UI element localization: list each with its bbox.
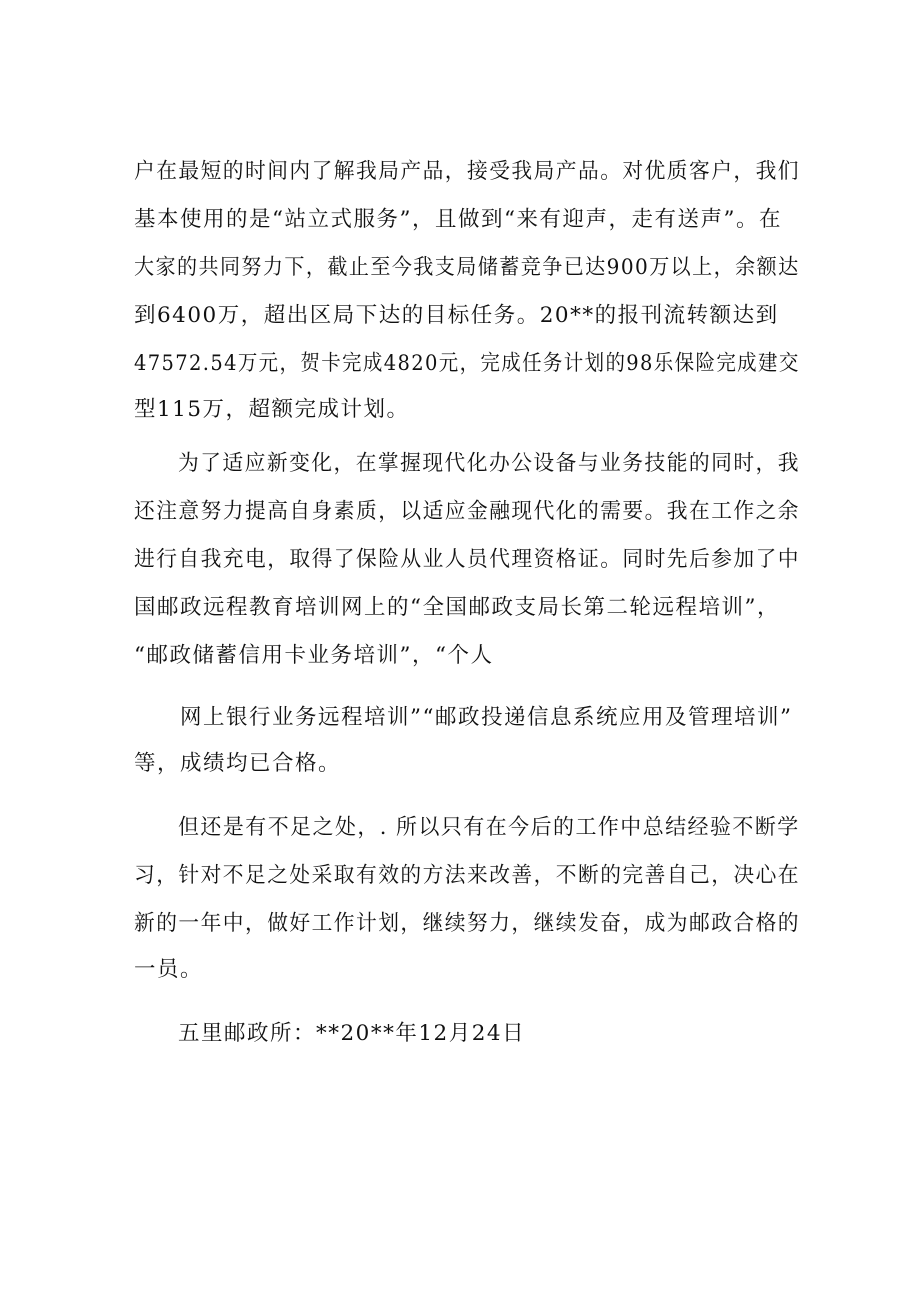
paragraph-1-line-2: 基本使用的是“站立式服务”，且做到“来有迎声，走有送声”。在	[134, 207, 782, 232]
paragraph-2-line-3: 进行自我充电，取得了保险从业人员代理资格证。同时先后参加了中	[134, 547, 801, 572]
paragraph-1-line-4: 到6400万，超出区局下达的目标任务。20**的报刊流转额达到	[134, 303, 779, 328]
paragraph-2-line-1: 为了适应新变化，在掌握现代化办公设备与业务技能的同时，我	[178, 451, 800, 476]
paragraph-1-line-5: 47572.54万元，贺卡完成4820元，完成任务计划的98乐保险完成建交	[134, 351, 800, 376]
signature-line: 五里邮政所：**20**年12月24日	[178, 1021, 526, 1046]
paragraph-4-line-4: 一员。	[134, 957, 204, 982]
paragraph-2-line-2: 还注意努力提高自身素质，以适应金融现代化的需要。我在工作之余	[134, 499, 801, 524]
paragraph-2-line-4: 国邮政远程教育培训网上的“全国邮政支局长第二轮远程培训”，	[134, 595, 780, 620]
paragraph-2-line-5: “邮政储蓄信用卡业务培训”，“个人	[134, 643, 494, 668]
paragraph-4-line-3: 新的一年中，做好工作计划，继续努力，继续发奋，成为邮政合格的	[134, 911, 801, 936]
paragraph-4-line-2: 习，针对不足之处采取有效的方法来改善，不断的完善自己，决心在	[134, 863, 801, 888]
paragraph-1-line-6: 型115万，超额完成计划。	[134, 397, 410, 422]
paragraph-4-line-1: 但还是有不足之处，. 所以只有在今后的工作中总结经验不断学	[178, 815, 800, 840]
paragraph-3-line-1: 网上银行业务远程培训”“邮政投递信息系统应用及管理培训”	[180, 705, 793, 730]
paragraph-1-line-3: 大家的共同努力下，截止至今我支局储蓄竞争已达900万以上，余额达	[134, 255, 800, 280]
paragraph-1-line-1: 户在最短的时间内了解我局产品，接受我局产品。对优质客户，我们	[134, 159, 801, 184]
paragraph-3-line-2: 等，成绩均已合格。	[134, 751, 342, 776]
